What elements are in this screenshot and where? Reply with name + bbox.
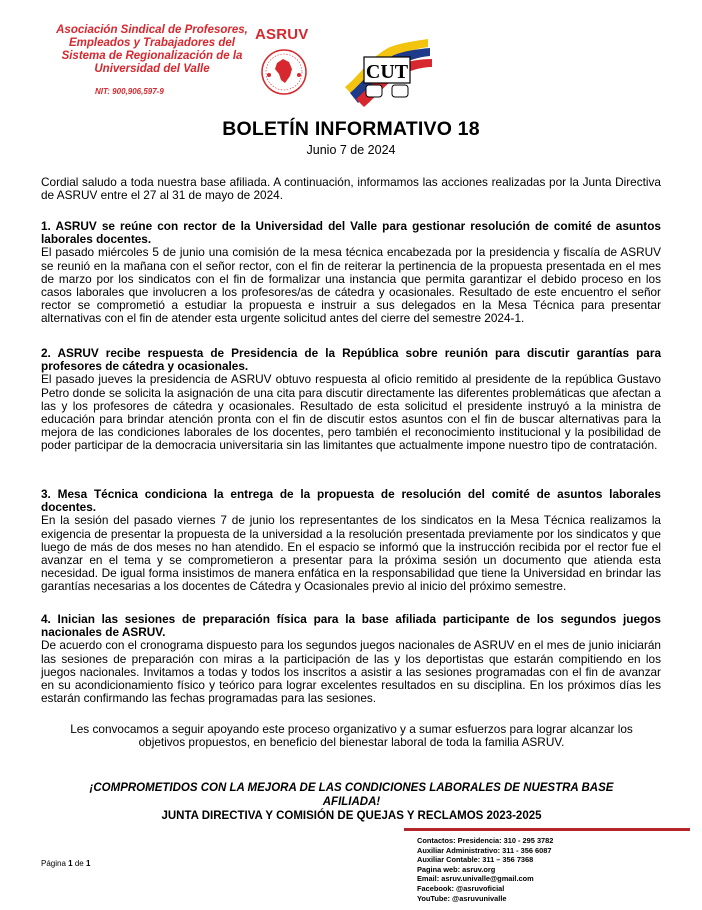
contact-line: Pagina web: asruv.org [417,864,496,874]
cut-logo-text: CUT [365,61,409,83]
org-line: Universidad del Valle [94,63,210,75]
org-line: Asociación Sindical de Profesores, [56,24,248,36]
section-3 [41,488,661,594]
signature: JUNTA DIRECTIVA Y COMISIÓN DE QUEJAS Y RECLAMOS 2023-2025 [161,810,542,822]
organization-name [52,24,252,76]
section-text: El pasado jueves la presidencia de ASRUV obtuvo respuesta al oficio remitido al presidente de la república Gustavo Petro donde se solicita la asignación de una cita para discutir directamente las diferentes problemáticas que afectan a las y los profesores de cátedra y ocasionales. Resultado de esta solicitud el presidente instruyó a la ministra de educación para brindar atención pronta con el fin de discutir estos asuntos con el fin de buscar alternativas para la mejora de las condiciones laborales de los docentes, pero también el reconocimiento institucional y la posibilidad de poder participar de la democracia universitaria sin las limitantes que actualmente impone nuestro tipo de contratación. [41,372,661,453]
contact-line: YouTube: @asruvunivalle [417,893,507,903]
page-total: 1 [85,859,91,868]
contact-line: Auxiliar Administrativo: 311 - 356 6087 [417,845,552,855]
closing-paragraph: Les convocamos a seguir apoyando este proceso organizativo y a sumar esfuerzos para lograr alcanzar los objetivos propuestos, en beneficio del bienestar laboral de toda la familia ASRUV. [70,722,633,750]
asruv-brand-text: ASRUV [255,26,309,43]
section-text: El pasado miércoles 5 de junio una comisión de la mesa técnica encabezada por la presidencia y fiscalía de ASRUV se reunió en la mañana con el señor rector, con el fin de reiterar la pertinencia de la propuesta presentada en el mes de marzo por los sindicatos con el fin de formalizar una instancia que permita garantizar el debido proceso en los casos laborales que involucren a los profesores/as de cátedra y ocasionales. Resultado de este encuentro el señor rector se comprometió a estudiar la propuesta e instruir a sus delegados en la Mesa Técnica para presentar alternativas con el fin de atender esta urgente solicitud antes del cierre del semestre 2024-1. [41,245,661,326]
section-4 [41,613,661,705]
org-line: Empleados y Trabajadores del [69,37,235,49]
intro-paragraph [41,176,661,202]
asruv-logo-icon [255,45,313,97]
contact-line: Facebook: @asruvoficial [417,883,505,893]
contact-block [417,836,553,903]
section-text: De acuerdo con el cronograma dispuesto para los segundos juegos nacionales de ASRUV en el mes de junio iniciarán las sesiones de preparación con miras a la participación de las y los deportistas que estarán compitiendo en los juegos nacionales. Invitamos a todas y todos los inscritos a asistir a las sesiones programadas con el fin de avanzar en su acondicionamiento físico y teórico para lograr excelentes resultados en su disciplina. En los próximos días les estarán confirmando las fechas programadas para las sesiones. [41,638,661,706]
cut-logo-icon [340,35,434,109]
section-1 [41,220,661,326]
section-heading: 2. ASRUV recibe respuesta de Presidencia de la República sobre reunión para discutir garantías para profesores de cátedra y ocasionales. [41,346,661,374]
page-current: 1 [68,859,73,868]
section-text: En la sesión del pasado viernes 7 de junio los representantes de los sindicatos en la Mesa Técnica realizamos la exigencia de presentar la propuesta de la universidad a la resolución presentada previamente por los sindicatos y que luego de más de dos meses no han atendido. En el espacio se informó que la instrucción recibida por el rector fue el avanzar en el tema y se comprometieron a presentar para la próxima sesión un documento que atienda esta necesidad. De igual forma insistimos de manera enfática en la responsabilidad que tiene la Universidad en brindar las garantías necesarias a los docentes de Cátedra y Ocasionales previo al inicio del próximo semestre. [41,513,661,594]
section-2 [41,347,661,453]
section-heading: 1. ASRUV se reúne con rector de la Universidad del Valle para gestionar resolución de comité de asuntos laborales docentes. [41,219,661,247]
section-heading: 3. Mesa Técnica condiciona la entrega de la propuesta de resolución del comité de asuntos laborales docentes. [41,487,661,515]
org-line: Sistema de Regionalización de la [61,50,243,62]
page-number [41,859,90,868]
contact-line: Contactos: Presidencia: 310 - 295 3782 [417,836,554,845]
section-heading: 4. Inician las sesiones de preparación física para la base afiliada participante de los segundos juegos nacionales de ASRUV. [41,612,661,640]
bulletin-date: Junio 7 de 2024 [306,143,396,157]
motto: ¡COMPROMETIDOS CON LA MEJORA DE LAS CONDICIONES LABORALES DE NUESTRA BASE AFILIADA! [89,782,614,808]
nit-number: NIT: 900,906,597-9 [95,87,164,96]
footer-rule [404,828,690,831]
page-word: Página [41,859,66,868]
bulletin-title: BOLETÍN INFORMATIVO 18 [222,118,480,140]
intro-text: Cordial saludo a toda nuestra base afiliada. A continuación, informamos las acciones realizadas por la Junta Directiva de ASRUV entre el 27 al 31 de mayo de 2024. [41,175,661,203]
page-sep: de [74,859,84,868]
contact-line: Auxiliar Contable: 311 – 356 7368 [417,855,534,865]
contact-line: Email: asruv.univalle@gmail.com [417,874,534,884]
